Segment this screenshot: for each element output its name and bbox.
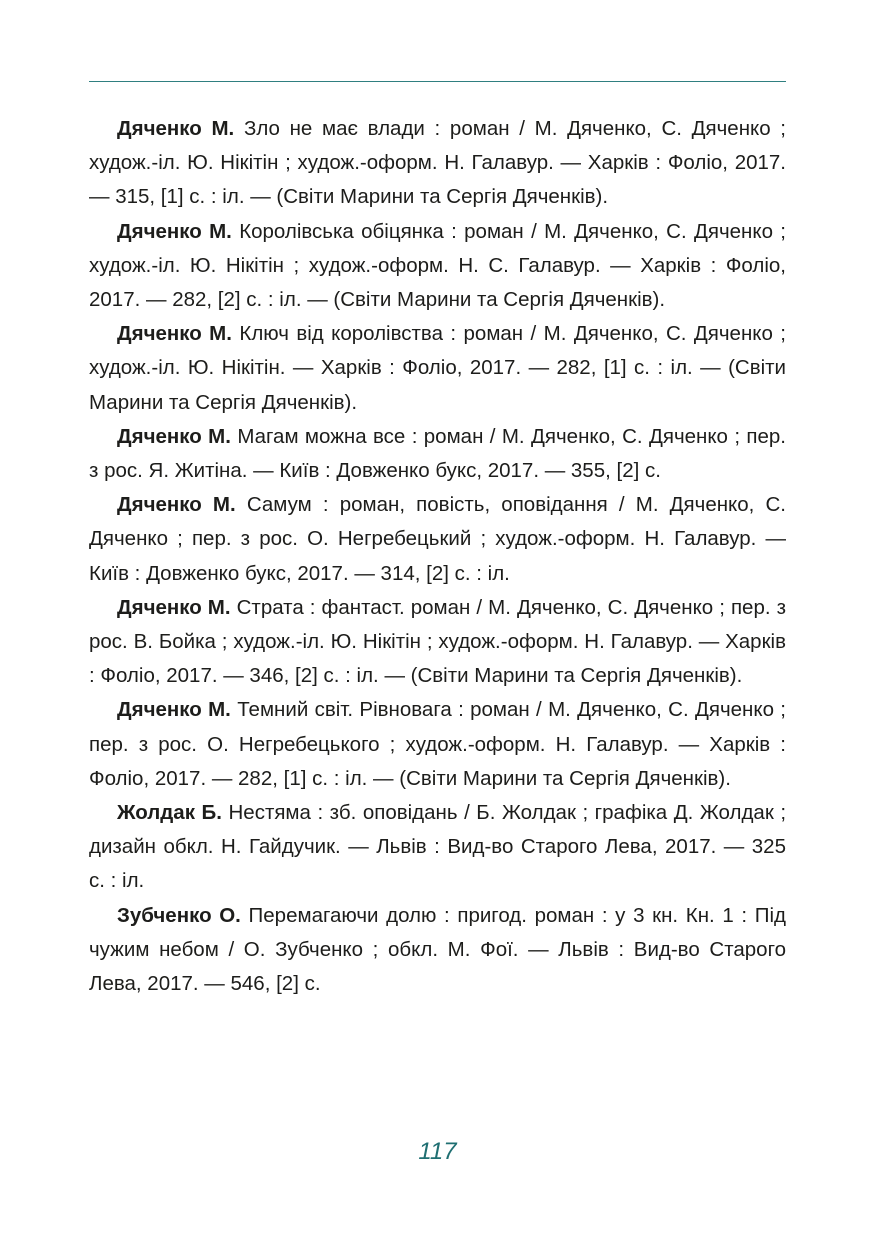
entry-author: Жолдак Б. — [117, 801, 222, 825]
bibliography-entry — [89, 796, 786, 899]
bibliography-entry — [89, 488, 786, 591]
bibliography-entry — [89, 420, 786, 488]
entry-text: Королівська обіцянка : роман / М. Дяченко, С. Дяченко ; худож.-іл. Ю. Нікітін ; худож.-оформ. Н. С. Галавур. — Харків : Фоліо, 2017. — 282, [2] с. : іл. — (Світи Марини та Сергія Дяченків). — [89, 219, 786, 312]
bibliography-entry — [89, 317, 786, 420]
entry-text: Перемагаючи долю : пригод. роман : у 3 кн. Кн. 1 : Під чужим небом / О. Зубченко ; обкл. М. Фої. — Львів : Вид-во Старого Лева, 2017. — 546, [2] с. — [89, 903, 786, 996]
entry-author: Дяченко М. — [117, 322, 232, 346]
entry-text: Самум : роман, повість, оповідання / М. Дяченко, С. Дяченко ; пер. з рос. О. Негребецький ; худож.-оформ. Н. Галавур. — Київ : Довженко букс, 2017. — 314, [2] с. : іл. — [89, 493, 786, 585]
entry-author: Дяченко М. — [117, 219, 232, 243]
bibliography-entry — [89, 899, 786, 1002]
entry-author: Дяченко М. — [117, 424, 231, 448]
entry-text: Магам можна все : роман / М. Дяченко, С. Дяченко ; пер. з рос. Я. Житіна. — Київ : Довженко букс, 2017. — 355, [2] с. — [89, 424, 786, 483]
entry-author: Зубченко О. — [117, 903, 241, 927]
entry-author: Дяченко М. — [117, 117, 235, 140]
bibliography-entry — [89, 215, 786, 318]
page-number: 117 — [418, 1138, 457, 1165]
bibliography-entry — [89, 693, 786, 796]
entry-text: Зло не має влади : роман / М. Дяченко, С. Дяченко ; худож.-іл. Ю. Нікітін ; худож.-оформ. Н. Галавур. — Харків : Фоліо, 2017. — 315, [1] с. : іл. — (Світи Марини та Сергія Дяченків). — [89, 117, 787, 209]
entry-text: Нестяма : зб. оповідань / Б. Жолдак ; графіка Д. Жолдак ; дизайн обкл. Н. Гайдучик. — Львів : Вид-во Старого Лева, 2017. — 325 с. : іл. — [89, 801, 787, 893]
entry-author: Дяченко М. — [117, 698, 231, 722]
entry-text: Ключ від королівства : роман / М. Дяченко, С. Дяченко ; худож.-іл. Ю. Нікітін. — Харків : Фоліо, 2017. — 282, [1] с. : іл. — (Світи Марини та Сергія Дяченків). — [89, 322, 786, 414]
entry-text: Страта : фантаст. роман / М. Дяченко, С. Дяченко ; пер. з рос. В. Бойка ; худож.-іл. Ю. Нікітін ; худож.-оформ. Н. Галавур. — Харків : Фоліо, 2017. — 346, [2] с. : іл. — (Світи Марини та Сергія Дяченків). — [89, 595, 786, 688]
entry-author: Дяченко М. — [117, 595, 231, 619]
bibliography-entry — [89, 112, 786, 215]
bibliography-list — [89, 112, 786, 1001]
entry-text: Темний світ. Рівновага : роман / М. Дяченко, С. Дяченко ; пер. з рос. О. Негребецького ; худож.-оформ. Н. Галавур. — Харків : Фоліо, 2017. — 282, [1] с. : іл. — (Світи Марини та Сергія Дяченків). — [89, 698, 786, 790]
header-rule — [89, 81, 786, 82]
bibliography-entry — [89, 591, 786, 694]
entry-author: Дяченко М. — [117, 493, 236, 517]
